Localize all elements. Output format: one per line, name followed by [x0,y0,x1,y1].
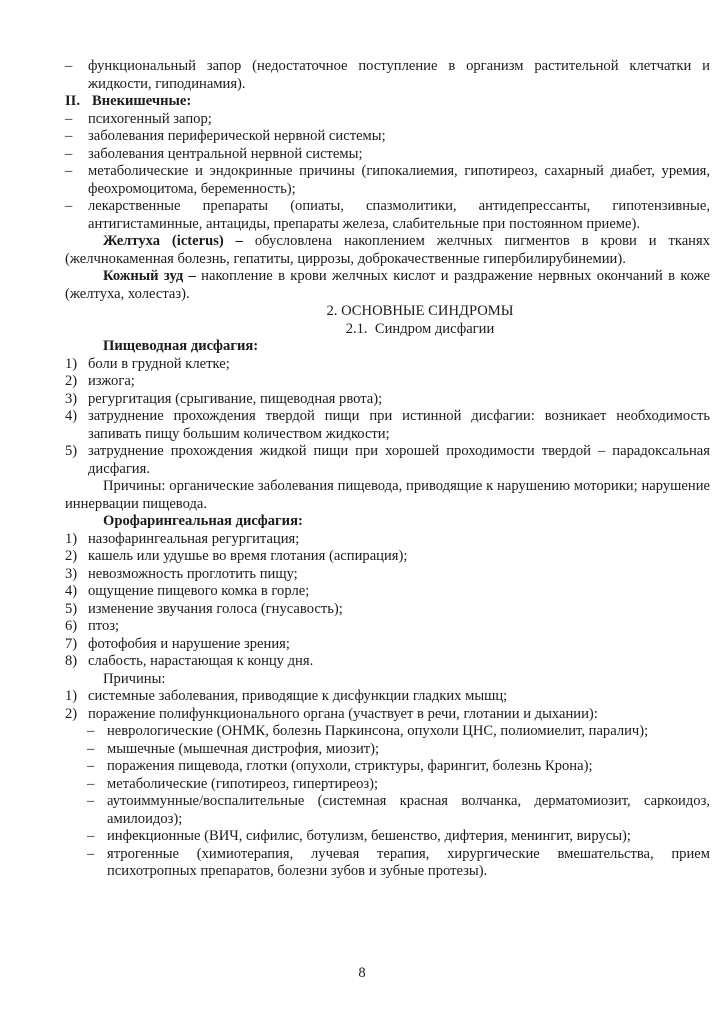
sub-dash-list-item [87,846,710,881]
centered-heading: 2.1. Синдром дисфагии [345,320,495,337]
list-item-text: психогенный запор; [88,110,212,127]
list-item-text: метаболические (гипотиреоз, гипертиреоз); [107,775,379,792]
number-marker: 7) [65,635,78,652]
list-item-text: заболевания периферической нервной системы; [88,128,386,144]
sub-dash-list-item [87,828,710,846]
list-item-text: поражение полифункционального органа (участвует в речи, глотании и дыхании): [88,705,598,722]
dash-marker: – [87,793,95,809]
list-item-text: слабость, нарастающая к концу дня. [88,653,314,669]
bold-lead-term: Желтуха (icterus) – [103,233,243,249]
dash-list-item [65,163,710,198]
numbered-list-item [65,688,710,706]
dash-marker: – [87,775,95,792]
numbered-list-item [65,443,710,478]
list-item-text: неврологические (ОНМК, болезнь Паркинсона, опухоли ЦНС, полиомиелит, паралич); [107,723,649,739]
numbered-list-item [65,373,710,391]
numbered-list-item [65,636,710,654]
list-item-text: ощущение пищевого комка в горле; [88,583,310,599]
dash-marker: – [65,163,73,179]
number-marker: 2) [65,373,78,389]
list-item-text: аутоиммунные/воспалительные (системная красная волчанка, дерматомиозит, саркоидоз, амилоидоз); [107,793,710,827]
dash-marker: – [87,758,95,774]
number-marker: 4) [65,583,78,599]
dash-marker: – [87,723,95,739]
page-number: 8 [358,965,366,981]
numbered-list-item [65,653,710,671]
sub-dash-list-item [87,776,710,794]
number-marker: 4) [65,408,78,424]
sub-dash-list-item [87,741,710,759]
paragraph-text: накопление в крови желчных кислот и раздражение нервных окончаний в коже (желтуха, холестаз). [65,268,710,302]
dash-list-item [65,128,710,146]
dash-marker: – [65,128,73,144]
list-item-text: затруднение прохождения твердой пищи при истинной дисфагии: возникает необходимость запивать пищу большим количеством жидкости; [88,408,710,442]
list-item-text: заболевания центральной нервной системы; [88,145,363,162]
list-item-text: затруднение прохождения жидкой пищи при хорошей проходимости твердой – парадоксальная дисфагия. [88,443,710,477]
list-item-text: боли в грудной клетке; [88,355,230,372]
list-item-text: птоз; [88,618,120,634]
list-item-text: мышечные (мышечная дистрофия, миозит); [107,740,380,757]
paragraph [65,268,710,303]
numbered-list-item [65,531,710,549]
numbered-list-item [65,583,710,601]
number-marker: 6) [65,618,78,634]
dash-list-item [65,58,710,93]
paragraph-text: Причины: органические заболевания пищевода, приводящие к нарушению моторики; нарушение иннервации пищевода. [65,478,710,512]
numbered-list-item [65,391,710,409]
paragraph-text: обусловлена накоплением желчных пигментов в крови и тканях (желчнокаменная болезнь, гепатиты, циррозы, доброкачественные гипербилирубинемии). [65,233,710,267]
list-item-text: изжога; [88,373,135,389]
dash-list-item [65,111,710,129]
dash-marker: – [87,845,95,862]
sub-dash-list-item [87,723,710,741]
numbered-list-item [65,618,710,636]
dash-marker: – [65,58,73,74]
numbered-list-item [65,566,710,584]
number-marker: 8) [65,653,78,669]
list-item-text: кашель или удушье во время глотания (аспирация); [88,548,408,564]
number-marker: 5) [65,443,78,459]
number-marker: 3) [65,565,78,582]
number-marker: 5) [65,600,78,617]
numbered-list-item [65,548,710,566]
list-item-text: поражения пищевода, глотки (опухоли, стриктуры, фарингит, болезнь Крона); [107,758,593,774]
numbered-list-item [65,601,710,619]
list-item-text: функциональный запор (недостаточное поступление в организм растительной клетчатки и жидкости, гиподинамия). [88,58,710,92]
number-marker: 3) [65,390,78,407]
dash-list-item [65,198,710,233]
list-item-text: регургитация (срыгивание, пищеводная рвота); [88,390,383,407]
list-item-text: назофарингеальная регургитация; [88,530,300,547]
dash-marker: – [65,110,73,127]
numbered-list-item [65,408,710,443]
list-item-text: лекарственные препараты (опиаты, спазмолитики, антидепрессанты, гипотензивные, антигистаминные, антациды, препараты железа, слабительные при постоянном приеме). [88,198,710,232]
bold-lead-term: Кожный зуд – [103,268,196,284]
centered-heading: 2. ОСНОВНЫЕ СИНДРОМЫ [326,303,514,319]
numbered-list-item [65,706,710,724]
sub-dash-list-item [87,793,710,828]
subsection-heading: Орофарингеальная дисфагия: [103,513,303,529]
number-marker: 1) [65,530,78,547]
list-item-text: невозможность проглотить пищу; [88,565,298,582]
dash-marker: – [65,145,73,162]
number-marker: 1) [65,355,78,372]
dash-marker: – [87,740,95,757]
dash-list-item [65,146,710,164]
paragraph [65,671,710,689]
document-content [65,58,710,881]
sub-dash-list-item [87,758,710,776]
list-item-text: ятрогенные (химиотерапия, лучевая терапия, хирургические вмешательства, прием психотропных препаратов, болезни зубов и зубные протезы). [107,845,710,879]
list-item-text: изменение звучания голоса (гнусавость); [88,600,343,617]
dash-marker: – [87,828,95,844]
number-marker: 1) [65,688,78,704]
dash-marker: – [65,198,73,214]
list-item-text: фотофобия и нарушение зрения; [88,635,290,652]
roman-numeral-marker: II. [65,93,81,109]
list-item-text: инфекционные (ВИЧ, сифилис, ботулизм, бешенство, дифтерия, менингит, вирусы); [107,828,631,844]
paragraph [65,233,710,268]
paragraph-text: Причины: [103,670,166,687]
section-list-heading [65,93,710,111]
list-item-text: Внекишечные: [92,93,192,109]
number-marker: 2) [65,548,78,564]
list-item-text: системные заболевания, приводящие к дисфункции гладких мышц; [88,688,508,704]
subsection-heading: Пищеводная дисфагия: [103,338,259,354]
list-item-text: метаболические и эндокринные причины (гипокалиемия, гипотиреоз, сахарный диабет, уремия, феохромоцитома, беременность); [88,163,710,197]
paragraph [65,478,710,513]
numbered-list-item [65,356,710,374]
number-marker: 2) [65,705,78,722]
